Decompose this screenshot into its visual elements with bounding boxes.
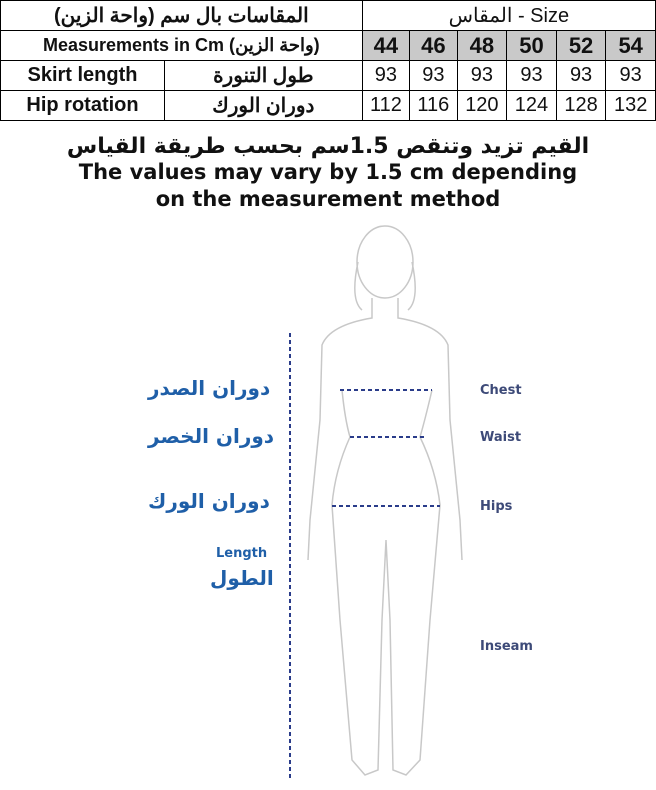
length-label-en: Length	[216, 546, 268, 561]
value-cell: 124	[507, 91, 557, 121]
value-cell: 128	[556, 91, 606, 121]
value-cell: 132	[606, 91, 656, 121]
value-cell: 93	[362, 61, 409, 91]
size-cell: 52	[556, 31, 606, 61]
hips-label: Hips	[480, 499, 513, 514]
body-outline	[308, 226, 462, 775]
note-english-1: The values may vary by 1.5 cm depending	[78, 160, 578, 184]
value-cell: 120	[457, 91, 507, 121]
note-arabic: القيم تزيد وتنقص 1.5سم بحسب طريقة القياس	[66, 134, 590, 159]
row-label-en: Skirt length	[1, 61, 165, 91]
value-cell: 112	[362, 91, 409, 121]
waist-label: Waist	[480, 430, 522, 445]
value-cell: 93	[507, 61, 557, 91]
waist-label-ar: دوران الخصر	[148, 424, 275, 448]
size-cell: 50	[507, 31, 557, 61]
size-cell: 44	[362, 31, 409, 61]
table-title: المقاسات بال سم (واحة الزين)	[1, 1, 363, 31]
chest-label-ar: دوران الصدر	[148, 376, 271, 400]
table-subtitle: Measurements in Cm (واحة الزين)	[1, 31, 363, 61]
value-cell: 116	[410, 91, 457, 121]
inseam-label: Inseam	[480, 639, 533, 654]
size-cell: 46	[410, 31, 457, 61]
size-header: المقاس - Size	[362, 1, 655, 31]
size-cell: 48	[457, 31, 507, 61]
hip-label-ar: دوران الورك	[148, 489, 270, 513]
value-cell: 93	[457, 61, 507, 91]
note-english-2: on the measurement method	[155, 187, 501, 211]
value-cell: 93	[410, 61, 457, 91]
value-cell: 93	[606, 61, 656, 91]
chest-label: Chest	[480, 383, 522, 398]
value-cell: 93	[556, 61, 606, 91]
row-label-en: Hip rotation	[1, 91, 165, 121]
length-label-ar: الطول	[210, 566, 274, 590]
row-label-ar: طول التنورة	[165, 61, 363, 91]
size-cell: 54	[606, 31, 656, 61]
row-label-ar: دوران الورك	[165, 91, 363, 121]
